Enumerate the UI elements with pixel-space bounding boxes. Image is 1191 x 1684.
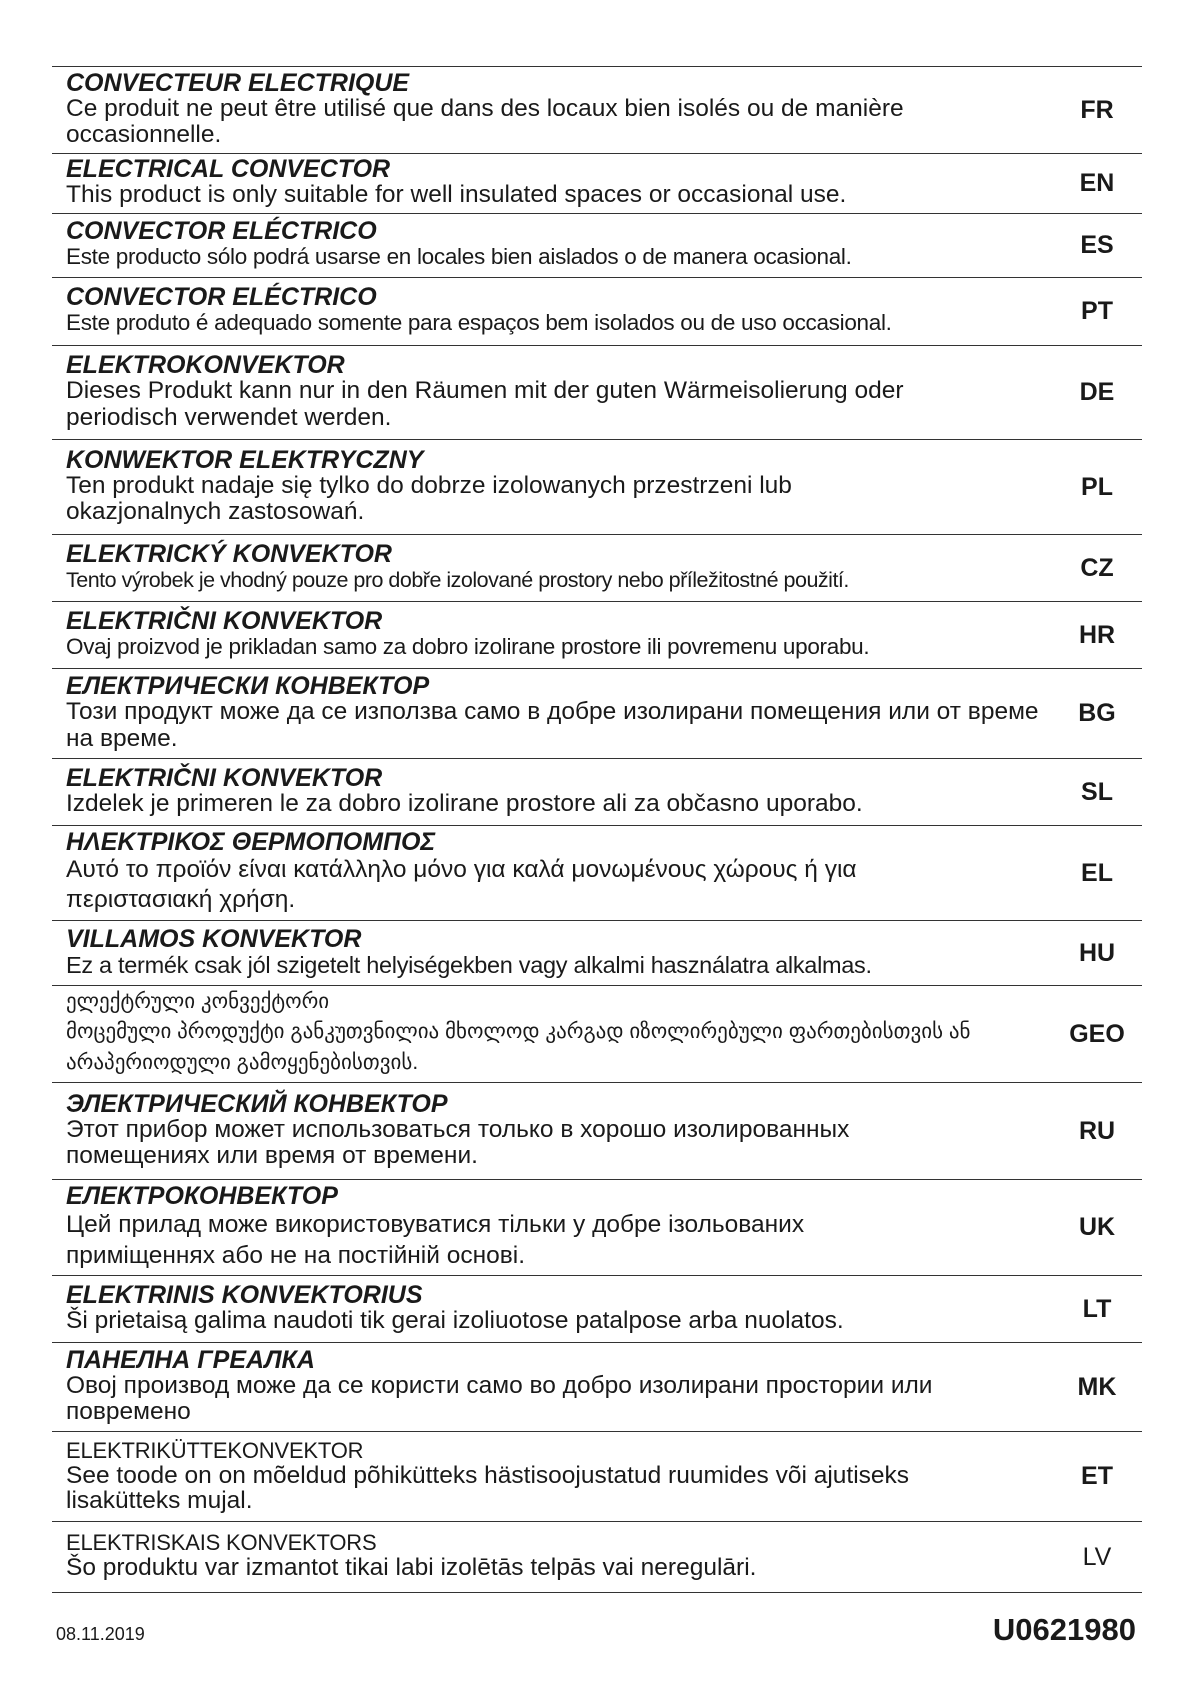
entry-title: ELEKTRINIS KONVEKTORIUS [66,1280,423,1309]
entry-lt [52,1275,1142,1342]
language-code: CZ [1080,553,1114,582]
entry-description: See toode on on mõeldud põhikütteks hästisoojustatud ruumides või ajutiseks lisakütteks mujal. [66,1462,910,1514]
language-code: FR [1080,95,1114,124]
entry-text-block [52,925,1052,982]
entry-description: Este producto sólo podrá usarse en locales bien aislados o de manera ocasional. [66,244,852,270]
document-number: U0621980 [992,1612,1136,1647]
entry-text-block [52,540,1052,597]
entry-title: ЕЛЕКТРОКОНВЕКТОР [66,1181,338,1210]
entry-description: Ez a termék csak jól szigetelt helyiségekben vagy alkalmi használatra alkalmas. [66,951,872,978]
entry-uk [52,1179,1142,1275]
entry-lv [52,1521,1142,1593]
page-footer [52,1612,1142,1652]
language-code: HR [1078,620,1116,649]
language-code: DE [1079,378,1115,406]
entry-title: VILLAMOS KONVEKTOR [66,924,362,953]
entry-title: ELEKTRIČNI KONVEKTOR [66,763,383,792]
entry-title: ELECTRICAL CONVECTOR [66,155,391,184]
entry-description: Този продукт може да се използва само в добре изолирани помещения или от време на време. [66,698,1039,752]
entry-mk [52,1342,1142,1431]
entry-title: ЕЛЕКТРИЧЕСКИ КОНВЕКТОР [66,672,430,700]
language-code: EN [1079,169,1115,197]
entry-text-block [52,69,1052,152]
entry-hu [52,920,1142,985]
entry-title: ПАНЕЛНА ГРЕАЛКА [66,1345,315,1374]
entry-text-block [52,828,1052,918]
entry-text-block [52,1529,1052,1585]
entry-title: ELEKTRIKÜTTEKONVEKTOR [66,1438,364,1463]
language-code: PL [1081,472,1113,501]
entry-geo [52,985,1142,1082]
entry-bg [52,668,1142,758]
language-code: LV [1082,1542,1112,1571]
language-code: HU [1078,938,1116,967]
entry-title: ელექტრული კონვექტორი [66,990,330,1013]
entry-pl [52,439,1142,534]
entry-text-block [52,1182,1052,1274]
entry-hr [52,601,1142,668]
language-table [52,66,1142,1593]
entry-text-block [52,155,1052,212]
language-code: ES [1080,231,1114,259]
entry-title: KONWEKTOR ELEKTRYCZNY [66,445,424,474]
entry-sl [52,758,1142,825]
entry-el [52,825,1142,920]
language-code: UK [1078,1213,1116,1241]
language-code: PT [1081,297,1113,325]
entry-title: ELEKTRISKAIS KONVEKTORS [66,1530,377,1556]
language-code: BG [1078,699,1116,727]
entry-ru [52,1082,1142,1179]
entry-title: CONVECTOR ELÉCTRICO [66,283,377,312]
entry-text-block [52,446,1052,529]
entry-title: ELEKTRIČNI KONVEKTOR [66,606,383,635]
entry-description: Этот прибор может использоваться только в хорошо изолированных помещениях или время от времени. [66,1115,850,1169]
entry-description: This product is only suitable for well insulated spaces or occasional use. [66,181,847,209]
language-code: MK [1077,1372,1117,1401]
entry-cz [52,534,1142,601]
entry-title: CONVECTOR ELÉCTRICO [66,217,377,246]
entry-description: Αυτό το προϊόν είναι κατάλληλο μόνο για καλά μονωμένους χώρους ή για περιστασιακή χρήση. [66,856,857,913]
entry-text-block [52,764,1052,821]
entry-description: Šo produktu var izmantot tikai labi izolētās telpās vai neregulāri. [66,1554,757,1582]
entry-description: Izdelek je primeren le za dobro izolirane prostore ali za občasno uporabo. [66,789,863,817]
entry-title: ELEKTROKONVEKTOR [66,351,345,379]
language-code: GEO [1069,1019,1125,1048]
entry-text-block [52,1281,1052,1338]
entry-text-block [52,283,1052,340]
entry-description: Dieses Produkt kann nur in den Räumen mit der guten Wärmeisolierung oder periodisch verwendet werden. [66,377,904,431]
entry-description: მოცემული პროდუქტი განკუთვნილია მხოლოდ კარგად იზოლირებული ფართებისთვის ან არაპერიოდული გამოყენებისთვის. [66,1020,971,1074]
entry-description: Ši prietaisą galima naudoti tik gerai izoliuotose patalpose arba nuolatos. [66,1306,844,1334]
entry-description: Este produto é adequado somente para espaços bem isolados ou de uso occasional. [66,310,892,336]
language-code: ET [1081,1462,1113,1490]
entry-title: ЭЛЕКТРИЧЕСКИЙ КОНВЕКТОР [66,1089,448,1118]
entry-title: ΗΛΕΚΤΡΙΚΟΣ ΘΕΡΜΟΠΟΜΠΟΣ [66,828,436,856]
entry-text-block [52,672,1052,755]
entry-description: Ce produit ne peut être utilisé que dans des locaux bien isolés ou de manière occasionnelle. [66,94,904,148]
entry-fr [52,66,1142,153]
entry-description: Цей прилад може використовуватися тільки у добре ізольованих приміщеннях або не на постійній основі. [66,1210,805,1269]
entry-pt [52,277,1142,345]
entry-description: Ovaj proizvod je prikladan samo za dobro izolirane prostore ili povremenu uporabu. [66,633,870,659]
entry-title: CONVECTEUR ELECTRIQUE [66,68,410,97]
entry-text-block [52,987,1052,1081]
entry-text-block [52,351,1052,434]
language-code: LT [1082,1294,1112,1323]
entry-en [52,153,1142,213]
language-code: SL [1081,777,1113,806]
entry-text-block [52,217,1052,274]
entry-et [52,1431,1142,1521]
entry-text-block [52,1090,1052,1173]
entry-description: Tento výrobek je vhodný pouze pro dobře izolované prostory nebo příležitostné použití. [66,567,849,592]
entry-description: Овој производ може да се користи само во добро изолирани простории или повремено [66,1371,933,1425]
entry-text-block [52,607,1052,664]
language-code: EL [1081,858,1113,887]
entry-description: Ten produkt nadaje się tylko do dobrze izolowanych przestrzeni lub okazjonalnych zastosowań. [66,471,792,525]
entry-text-block [52,1346,1052,1429]
entry-title: ELEKTRICKÝ KONVEKTOR [66,539,392,568]
entry-text-block [52,1437,1052,1516]
entry-es [52,213,1142,277]
entry-de [52,345,1142,439]
language-code: RU [1078,1116,1116,1145]
document-date: 08.11.2019 [56,1624,145,1644]
